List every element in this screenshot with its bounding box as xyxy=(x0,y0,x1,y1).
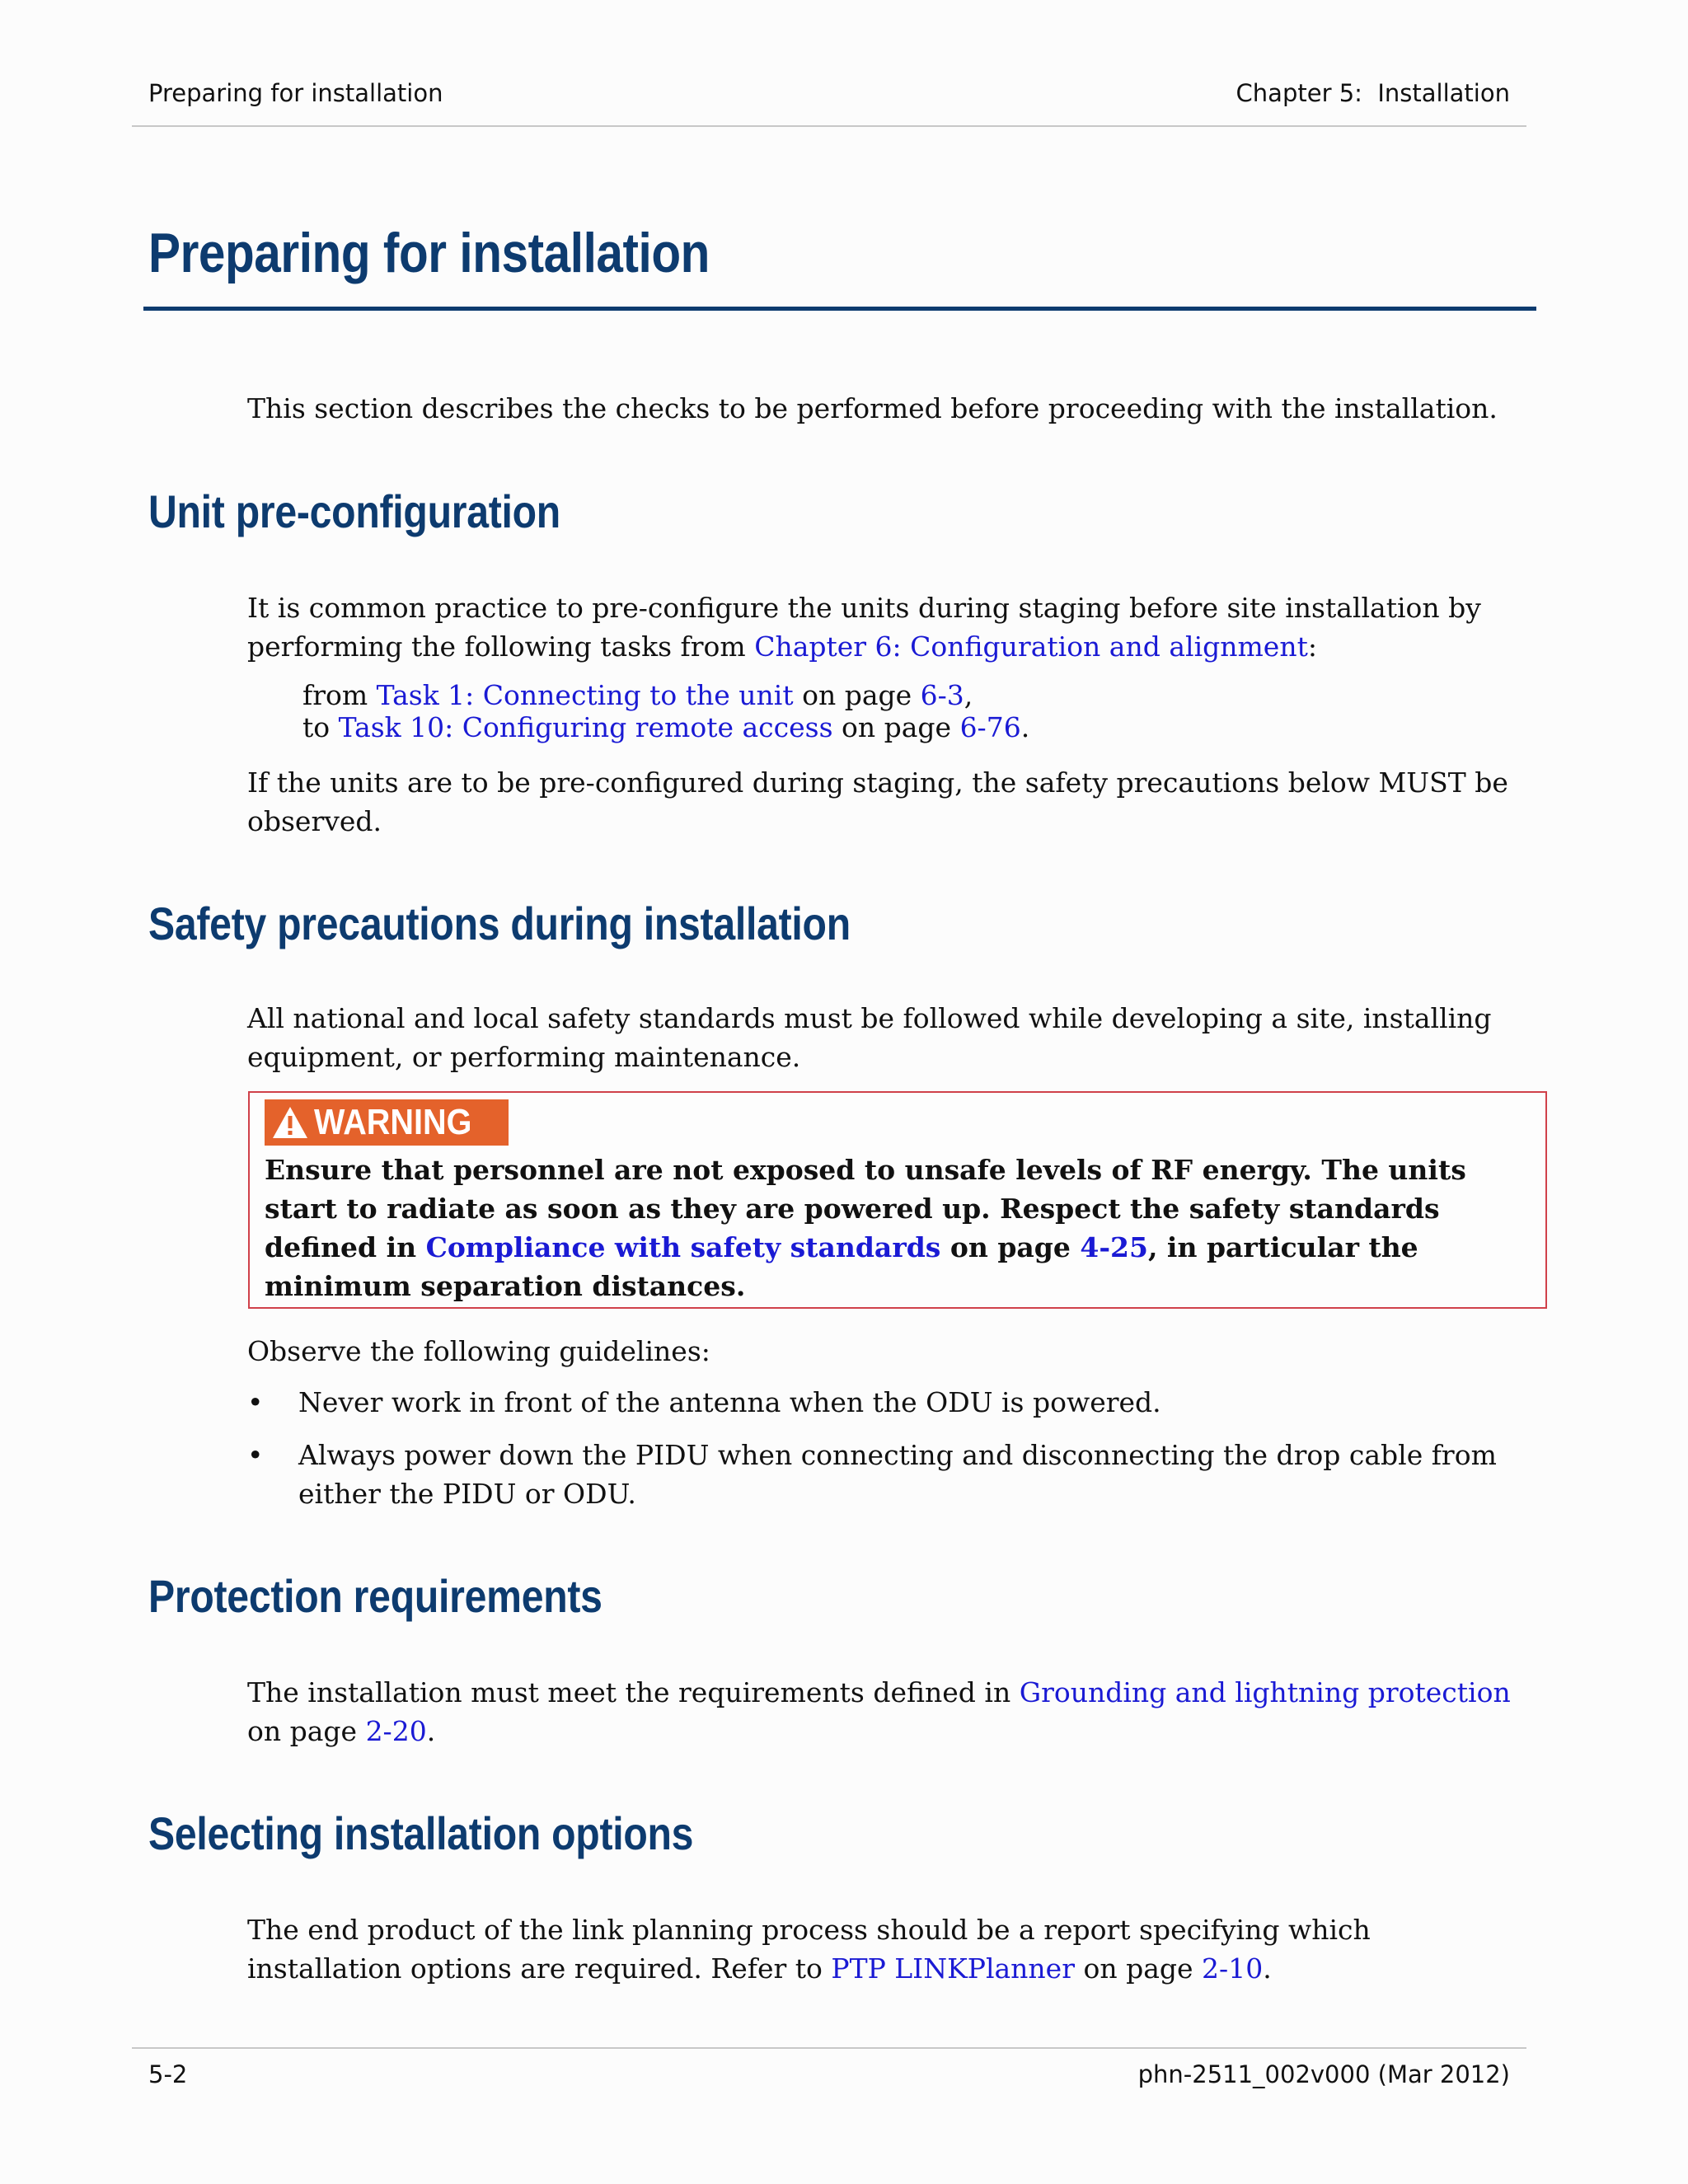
guidelines-list xyxy=(247,1383,1533,1513)
unit-preconfig-colon: : xyxy=(1307,630,1317,663)
link-page-6-76[interactable]: 6-76 xyxy=(959,711,1021,743)
link-page-4-25[interactable]: 4-25 xyxy=(1080,1231,1148,1263)
warning-text-end: , in particular the minimum separation distances. xyxy=(265,1231,1418,1302)
list-item-text: Never work in front of the antenna when the ODU is powered. xyxy=(298,1386,1161,1418)
list-item xyxy=(247,1436,1533,1513)
list-item xyxy=(247,1383,1533,1422)
warning-callout xyxy=(248,1091,1547,1309)
unit-preconfig-text: It is common practice to pre-configure the units during staging before site installation by performing the following tasks from xyxy=(247,592,1481,663)
bullet-icon: • xyxy=(247,1439,264,1471)
document-id: phn-2511_002v000 (Mar 2012) xyxy=(1137,2060,1510,2088)
link-compliance-safety-standards[interactable]: Compliance with safety standards xyxy=(425,1231,941,1263)
protection-on-page: on page xyxy=(247,1715,366,1747)
running-footer xyxy=(148,2060,1510,2093)
task-from-line xyxy=(302,679,1522,711)
warning-badge xyxy=(265,1099,509,1146)
staging-precaution-paragraph: If the units are to be pre-configured during staging, the safety precautions below MUST be observed. xyxy=(247,766,1508,837)
unit-preconfig-paragraph xyxy=(247,588,1533,666)
options-text: The end product of the link planning process should be a report specifying which installation options are required. Refer to xyxy=(247,1914,1371,1985)
warning-label: WARNING xyxy=(314,1102,472,1142)
options-end: . xyxy=(1263,1952,1272,1985)
header-chapter-name: Chapter 5: Installation xyxy=(1236,79,1510,107)
page-title: Preparing for installation xyxy=(148,222,710,284)
link-task-1[interactable]: Task 1: Connecting to the unit xyxy=(376,679,794,711)
footer-divider xyxy=(132,2047,1526,2049)
guidelines-intro: Observe the following guidelines: xyxy=(247,1335,710,1367)
bullet-icon: • xyxy=(247,1386,264,1418)
warning-on-page: on page xyxy=(940,1231,1081,1263)
task-to-line xyxy=(302,711,1522,743)
protection-end: . xyxy=(426,1715,436,1747)
section-heading-protection-requirements: Protection requirements xyxy=(148,1570,603,1622)
from-label: from xyxy=(302,679,377,711)
to-label: to xyxy=(302,711,339,743)
from-on-page: on page xyxy=(793,679,921,711)
list-item-text: Always power down the PIDU when connecting and disconnecting the drop cable from either the PIDU or ODU. xyxy=(298,1439,1497,1510)
link-page-6-3[interactable]: 6-3 xyxy=(920,679,964,711)
protection-paragraph xyxy=(247,1673,1533,1750)
options-paragraph xyxy=(247,1910,1533,1988)
warning-text-start: Ensure that personnel are not exposed to unsafe levels of RF energy. The units start to radiate as soon as they are powered up. Respect the safety standards defined in xyxy=(265,1154,1466,1263)
link-page-2-20[interactable]: 2-20 xyxy=(365,1715,427,1747)
protection-text: The installation must meet the requirements defined in xyxy=(247,1676,1020,1708)
intro-paragraph: This section describes the checks to be performed before proceeding with the installation. xyxy=(247,392,1498,424)
title-underline xyxy=(143,307,1536,311)
link-chapter-6[interactable]: Chapter 6: Configuration and alignment xyxy=(754,630,1308,663)
to-end: . xyxy=(1020,711,1030,743)
section-heading-installation-options: Selecting installation options xyxy=(148,1807,694,1859)
header-section-name: Preparing for installation xyxy=(148,79,443,107)
warning-triangle-icon xyxy=(271,1105,309,1140)
options-on-page: on page xyxy=(1075,1952,1203,1985)
warning-text xyxy=(265,1151,1526,1305)
link-grounding-lightning-protection[interactable]: Grounding and lightning protection xyxy=(1019,1676,1511,1708)
safety-standards-paragraph: All national and local safety standards must be followed while developing a site, installing equipment, or performing maintenance. xyxy=(247,1002,1492,1073)
section-heading-unit-preconfiguration: Unit pre-configuration xyxy=(148,485,560,537)
link-ptp-linkplanner[interactable]: PTP LINKPlanner xyxy=(831,1952,1075,1985)
section-heading-safety-precautions: Safety precautions during installation xyxy=(148,898,851,949)
running-header xyxy=(148,79,1510,112)
to-on-page: on page xyxy=(832,711,960,743)
link-task-10[interactable]: Task 10: Configuring remote access xyxy=(338,711,833,743)
from-end: , xyxy=(964,679,973,711)
header-divider xyxy=(132,125,1526,127)
page-number: 5-2 xyxy=(148,2060,188,2088)
link-page-2-10[interactable]: 2-10 xyxy=(1202,1952,1264,1985)
